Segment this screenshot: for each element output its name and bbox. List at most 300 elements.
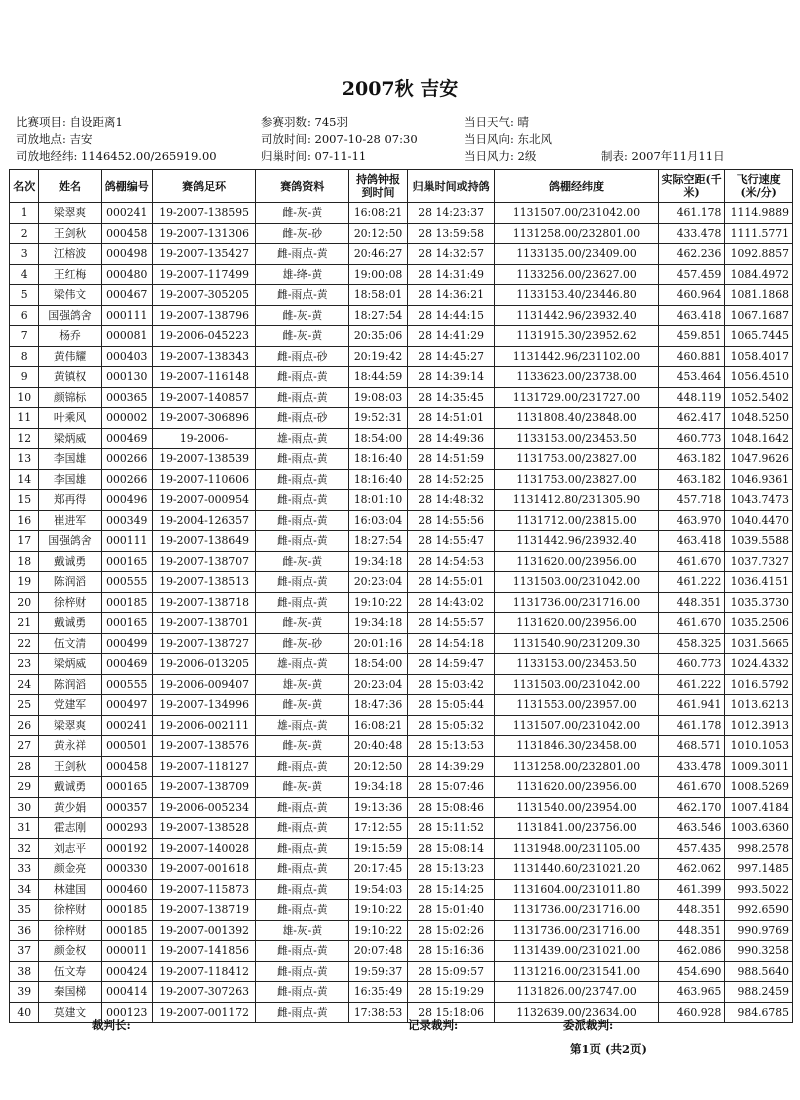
cell-speed: 1058.4017 — [725, 346, 793, 367]
cell-loft-coords: 1131540.00/23954.00 — [495, 797, 659, 818]
cell-clock-time: 20:01:16 — [349, 633, 408, 654]
table-row — [10, 510, 793, 531]
cell-clock-time: 20:23:04 — [349, 572, 408, 593]
cell-loft-coords: 1131507.00/231042.00 — [495, 203, 659, 224]
cell-loft-coords: 1131540.90/231209.30 — [495, 633, 659, 654]
cell-name: 王红梅 — [39, 264, 101, 285]
cell-bird-info: 雄-绛-黄 — [256, 264, 349, 285]
cell-clock-time: 17:12:55 — [349, 818, 408, 839]
cell-bird-info: 雌-雨点-黄 — [256, 490, 349, 511]
cell-speed: 1067.1687 — [725, 305, 793, 326]
cell-clock-time: 16:08:21 — [349, 203, 408, 224]
cell-name: 徐梓财 — [39, 900, 101, 921]
cell-distance: 461.222 — [658, 572, 725, 593]
cell-loft-coords: 1131826.00/23747.00 — [495, 982, 659, 1003]
cell-return-time: 28 14:55:47 — [408, 531, 495, 552]
cell-speed: 1008.5269 — [725, 777, 793, 798]
cell-bird-info: 雌-雨点-黄 — [256, 387, 349, 408]
table-row — [10, 367, 793, 388]
cell-loft-no: 000165 — [101, 613, 152, 634]
cell-rank: 29 — [10, 777, 39, 798]
cell-distance: 433.478 — [658, 756, 725, 777]
cell-return-time: 28 14:55:01 — [408, 572, 495, 593]
cell-loft-no: 000241 — [101, 203, 152, 224]
cell-loft-no: 000266 — [101, 469, 152, 490]
cell-ring: 19-2007-138701 — [152, 613, 256, 634]
info-line-3 — [16, 148, 796, 164]
info-line-2 — [16, 131, 796, 147]
cell-ring: 19-2007-138709 — [152, 777, 256, 798]
header-return-time: 归巢时间或持鸽 — [408, 170, 495, 203]
cell-loft-coords: 1131503.00/231042.00 — [495, 674, 659, 695]
cell-return-time: 28 14:55:57 — [408, 613, 495, 634]
cell-return-time: 28 14:52:25 — [408, 469, 495, 490]
table-row — [10, 469, 793, 490]
cell-speed: 1009.3011 — [725, 756, 793, 777]
table-row — [10, 408, 793, 429]
prepared-date: 制表: 2007年11月11日 — [601, 149, 725, 163]
cell-bird-info: 雄-雨点-黄 — [256, 654, 349, 675]
cell-speed: 997.1485 — [725, 859, 793, 880]
table-row — [10, 797, 793, 818]
cell-bird-info: 雌-灰-黄 — [256, 203, 349, 224]
cell-clock-time: 18:58:01 — [349, 285, 408, 306]
cell-loft-coords: 1131412.80/231305.90 — [495, 490, 659, 511]
cell-return-time: 28 15:02:26 — [408, 920, 495, 941]
cell-return-time: 28 14:36:21 — [408, 285, 495, 306]
cell-clock-time: 20:19:42 — [349, 346, 408, 367]
cell-rank: 33 — [10, 859, 39, 880]
cell-bird-info: 雌-雨点-黄 — [256, 572, 349, 593]
cell-bird-info: 雌-雨点-黄 — [256, 367, 349, 388]
cell-ring: 19-2007-118127 — [152, 756, 256, 777]
cell-loft-coords: 1131442.96/23932.40 — [495, 531, 659, 552]
cell-return-time: 28 14:51:01 — [408, 408, 495, 429]
cell-ring: 19-2006-013205 — [152, 654, 256, 675]
cell-rank: 16 — [10, 510, 39, 531]
cell-speed: 1048.5250 — [725, 408, 793, 429]
cell-name: 江榕波 — [39, 244, 101, 265]
cell-rank: 22 — [10, 633, 39, 654]
table-row — [10, 305, 793, 326]
cell-distance: 463.418 — [658, 531, 725, 552]
table-row — [10, 633, 793, 654]
cell-bird-info: 雌-雨点-黄 — [256, 449, 349, 470]
cell-rank: 25 — [10, 695, 39, 716]
cell-loft-no: 000365 — [101, 387, 152, 408]
cell-loft-no: 000293 — [101, 818, 152, 839]
cell-ring: 19-2007-138528 — [152, 818, 256, 839]
table-row — [10, 613, 793, 634]
cell-bird-info: 雌-雨点-黄 — [256, 756, 349, 777]
cell-distance: 462.236 — [658, 244, 725, 265]
cell-rank: 8 — [10, 346, 39, 367]
cell-loft-no: 000123 — [101, 1002, 152, 1023]
cell-bird-info: 雌-雨点-黄 — [256, 797, 349, 818]
cell-ring: 19-2007-117499 — [152, 264, 256, 285]
cell-clock-time: 20:07:48 — [349, 941, 408, 962]
cell-speed: 988.5640 — [725, 961, 793, 982]
cell-rank: 30 — [10, 797, 39, 818]
header-distance: 实际空距(千米) — [658, 170, 725, 203]
cell-clock-time: 19:00:08 — [349, 264, 408, 285]
cell-loft-coords: 1131736.00/231716.00 — [495, 592, 659, 613]
cell-distance: 462.086 — [658, 941, 725, 962]
cell-bird-info: 雌-灰-黄 — [256, 736, 349, 757]
wind-direction: 当日风向: 东北风 — [464, 132, 553, 146]
cell-return-time: 28 15:07:46 — [408, 777, 495, 798]
cell-speed: 1039.5588 — [725, 531, 793, 552]
table-row — [10, 572, 793, 593]
table-row — [10, 756, 793, 777]
cell-loft-coords: 1133623.00/23738.00 — [495, 367, 659, 388]
cell-ring: 19-2007-141856 — [152, 941, 256, 962]
weather: 当日天气: 晴 — [464, 115, 530, 129]
cell-loft-coords: 1131620.00/23956.00 — [495, 613, 659, 634]
cell-ring: 19-2007-305205 — [152, 285, 256, 306]
cell-distance: 463.546 — [658, 818, 725, 839]
cell-clock-time: 20:40:48 — [349, 736, 408, 757]
cell-distance: 461.670 — [658, 777, 725, 798]
cell-bird-info: 雌-雨点-黄 — [256, 244, 349, 265]
cell-name: 徐梓财 — [39, 920, 101, 941]
cell-return-time: 28 14:35:45 — [408, 387, 495, 408]
cell-ring: 19-2006-005234 — [152, 797, 256, 818]
cell-distance: 463.418 — [658, 305, 725, 326]
cell-loft-coords: 1131753.00/23827.00 — [495, 449, 659, 470]
cell-speed: 993.5022 — [725, 879, 793, 900]
cell-clock-time: 16:35:49 — [349, 982, 408, 1003]
table-row — [10, 346, 793, 367]
cell-loft-coords: 1131736.00/231716.00 — [495, 900, 659, 921]
cell-distance: 461.941 — [658, 695, 725, 716]
cell-name: 颜金亮 — [39, 859, 101, 880]
cell-bird-info: 雌-雨点-黄 — [256, 285, 349, 306]
cell-loft-no: 000414 — [101, 982, 152, 1003]
cell-clock-time: 19:10:22 — [349, 920, 408, 941]
cell-rank: 12 — [10, 428, 39, 449]
cell-return-time: 28 15:13:23 — [408, 859, 495, 880]
cell-return-time: 28 15:05:44 — [408, 695, 495, 716]
cell-loft-coords: 1131439.00/231021.00 — [495, 941, 659, 962]
cell-name: 黄伟耀 — [39, 346, 101, 367]
cell-rank: 17 — [10, 531, 39, 552]
cell-bird-info: 雄-灰-黄 — [256, 920, 349, 941]
cell-clock-time: 18:54:00 — [349, 654, 408, 675]
entry-count: 参赛羽数: 745羽 — [261, 115, 348, 129]
cell-bird-info: 雌-雨点-黄 — [256, 982, 349, 1003]
cell-loft-no: 000192 — [101, 838, 152, 859]
cell-name: 伍文清 — [39, 633, 101, 654]
cell-loft-no: 000185 — [101, 920, 152, 941]
cell-return-time: 28 14:31:49 — [408, 264, 495, 285]
cell-bird-info: 雌-灰-黄 — [256, 326, 349, 347]
cell-return-time: 28 15:05:32 — [408, 715, 495, 736]
cell-bird-info: 雌-灰-黄 — [256, 305, 349, 326]
cell-clock-time: 18:27:54 — [349, 531, 408, 552]
cell-ring: 19-2007-000954 — [152, 490, 256, 511]
recorder-label: 记录裁判: — [408, 1018, 459, 1032]
page-title: 2007秋 吉安 — [341, 78, 459, 100]
cell-name: 梁伟文 — [39, 285, 101, 306]
cell-speed: 1084.4972 — [725, 264, 793, 285]
cell-clock-time: 20:46:27 — [349, 244, 408, 265]
cell-rank: 39 — [10, 982, 39, 1003]
cell-speed: 1003.6360 — [725, 818, 793, 839]
cell-speed: 990.9769 — [725, 920, 793, 941]
cell-bird-info: 雌-雨点-黄 — [256, 879, 349, 900]
cell-ring: 19-2006-045223 — [152, 326, 256, 347]
cell-name: 叶乘风 — [39, 408, 101, 429]
cell-loft-coords: 1131258.00/232801.00 — [495, 223, 659, 244]
cell-ring: 19-2004-126357 — [152, 510, 256, 531]
cell-loft-coords: 1133153.40/23446.80 — [495, 285, 659, 306]
cell-speed: 1047.9626 — [725, 449, 793, 470]
cell-loft-coords: 1131620.00/23956.00 — [495, 777, 659, 798]
cell-clock-time: 19:15:59 — [349, 838, 408, 859]
cell-name: 颜金权 — [39, 941, 101, 962]
cell-rank: 37 — [10, 941, 39, 962]
cell-bird-info: 雌-灰-黄 — [256, 695, 349, 716]
cell-speed: 1111.5771 — [725, 223, 793, 244]
cell-speed: 990.3258 — [725, 941, 793, 962]
cell-name: 党建军 — [39, 695, 101, 716]
table-row — [10, 859, 793, 880]
cell-name: 伍文寿 — [39, 961, 101, 982]
cell-bird-info: 雌-雨点-黄 — [256, 838, 349, 859]
cell-speed: 1031.5665 — [725, 633, 793, 654]
cell-loft-coords: 1131604.00/231011.80 — [495, 879, 659, 900]
cell-rank: 14 — [10, 469, 39, 490]
cell-loft-coords: 1131442.96/23932.40 — [495, 305, 659, 326]
cell-rank: 13 — [10, 449, 39, 470]
cell-rank: 36 — [10, 920, 39, 941]
cell-name: 戴诚勇 — [39, 777, 101, 798]
cell-loft-coords: 1131915.30/23952.62 — [495, 326, 659, 347]
cell-name: 梁翠爽 — [39, 715, 101, 736]
cell-speed: 1024.4332 — [725, 654, 793, 675]
cell-bird-info: 雌-雨点-黄 — [256, 1002, 349, 1023]
cell-loft-no: 000165 — [101, 551, 152, 572]
cell-ring: 19-2006-009407 — [152, 674, 256, 695]
cell-bird-info: 雌-雨点-砂 — [256, 408, 349, 429]
cell-name: 霍志刚 — [39, 818, 101, 839]
header-loft-coords: 鸽棚经纬度 — [495, 170, 659, 203]
cell-ring: 19-2007-138343 — [152, 346, 256, 367]
cell-loft-coords: 1132639.00/23634.00 — [495, 1002, 659, 1023]
cell-clock-time: 20:23:04 — [349, 674, 408, 695]
release-place: 司放地点: 吉安 — [16, 132, 93, 146]
cell-distance: 462.170 — [658, 797, 725, 818]
cell-ring: 19-2007-138649 — [152, 531, 256, 552]
cell-bird-info: 雌-灰-砂 — [256, 223, 349, 244]
cell-rank: 15 — [10, 490, 39, 511]
header-rank: 名次 — [10, 170, 39, 203]
cell-clock-time: 19:10:22 — [349, 900, 408, 921]
cell-loft-coords: 1133256.00/23627.00 — [495, 264, 659, 285]
cell-loft-coords: 1131846.30/23458.00 — [495, 736, 659, 757]
table-row — [10, 326, 793, 347]
cell-ring: 19-2007-134996 — [152, 695, 256, 716]
results-table — [9, 169, 793, 1023]
cell-clock-time: 19:08:03 — [349, 387, 408, 408]
table-row — [10, 818, 793, 839]
cell-loft-no: 000469 — [101, 654, 152, 675]
table-row — [10, 264, 793, 285]
cell-distance: 457.718 — [658, 490, 725, 511]
table-row — [10, 838, 793, 859]
cell-return-time: 28 15:08:46 — [408, 797, 495, 818]
cell-return-time: 28 14:39:29 — [408, 756, 495, 777]
cell-loft-no: 000111 — [101, 531, 152, 552]
cell-name: 王剑秋 — [39, 223, 101, 244]
cell-loft-coords: 1131216.00/231541.00 — [495, 961, 659, 982]
cell-rank: 2 — [10, 223, 39, 244]
cell-speed: 1016.5792 — [725, 674, 793, 695]
cell-distance: 461.178 — [658, 203, 725, 224]
return-time: 归巢时间: 07-11-11 — [261, 149, 367, 163]
cell-return-time: 28 14:48:32 — [408, 490, 495, 511]
cell-ring: 19-2007-116148 — [152, 367, 256, 388]
cell-loft-no: 000349 — [101, 510, 152, 531]
cell-ring: 19-2007-138595 — [152, 203, 256, 224]
header-bird-info: 赛鸽资料 — [256, 170, 349, 203]
cell-rank: 9 — [10, 367, 39, 388]
cell-loft-no: 000002 — [101, 408, 152, 429]
cell-speed: 1092.8857 — [725, 244, 793, 265]
cell-speed: 1035.3730 — [725, 592, 793, 613]
cell-bird-info: 雌-雨点-黄 — [256, 818, 349, 839]
cell-return-time: 28 15:09:57 — [408, 961, 495, 982]
cell-distance: 461.670 — [658, 613, 725, 634]
cell-clock-time: 19:34:18 — [349, 777, 408, 798]
table-row — [10, 285, 793, 306]
cell-name: 莫建文 — [39, 1002, 101, 1023]
cell-rank: 4 — [10, 264, 39, 285]
cell-ring: 19-2007-138707 — [152, 551, 256, 572]
cell-clock-time: 19:59:37 — [349, 961, 408, 982]
cell-return-time: 28 15:18:06 — [408, 1002, 495, 1023]
cell-ring: 19-2007-138718 — [152, 592, 256, 613]
cell-loft-coords: 1131258.00/232801.00 — [495, 756, 659, 777]
cell-ring: 19-2007-138539 — [152, 449, 256, 470]
cell-ring: 19-2007-001618 — [152, 859, 256, 880]
cell-distance: 453.464 — [658, 367, 725, 388]
cell-rank: 24 — [10, 674, 39, 695]
cell-bird-info: 雌-雨点-砂 — [256, 346, 349, 367]
info-line-1 — [16, 114, 796, 130]
cell-distance: 458.325 — [658, 633, 725, 654]
cell-name: 黄少娟 — [39, 797, 101, 818]
cell-return-time: 28 14:44:15 — [408, 305, 495, 326]
cell-ring: 19-2007-140857 — [152, 387, 256, 408]
cell-loft-no: 000469 — [101, 428, 152, 449]
referee-chief-label: 裁判长: — [92, 1018, 131, 1032]
header-name: 姓名 — [39, 170, 101, 203]
cell-return-time: 28 15:08:14 — [408, 838, 495, 859]
cell-name: 黄永祥 — [39, 736, 101, 757]
cell-return-time: 28 14:39:14 — [408, 367, 495, 388]
cell-name: 陈润滔 — [39, 572, 101, 593]
cell-loft-no: 000460 — [101, 879, 152, 900]
cell-loft-coords: 1133135.00/23409.00 — [495, 244, 659, 265]
cell-name: 梁炳威 — [39, 654, 101, 675]
cell-rank: 20 — [10, 592, 39, 613]
cell-rank: 1 — [10, 203, 39, 224]
cell-name: 陈润滔 — [39, 674, 101, 695]
cell-ring: 19-2007-140028 — [152, 838, 256, 859]
cell-loft-no: 000458 — [101, 223, 152, 244]
cell-distance: 463.965 — [658, 982, 725, 1003]
table-row — [10, 982, 793, 1003]
cell-name: 戴诚勇 — [39, 551, 101, 572]
cell-ring: 19-2007-001392 — [152, 920, 256, 941]
cell-speed: 1081.1868 — [725, 285, 793, 306]
cell-rank: 3 — [10, 244, 39, 265]
cell-rank: 34 — [10, 879, 39, 900]
cell-name: 崔进军 — [39, 510, 101, 531]
cell-name: 国强鸽舍 — [39, 305, 101, 326]
cell-ring: 19-2007-001172 — [152, 1002, 256, 1023]
cell-return-time: 28 14:54:18 — [408, 633, 495, 654]
cell-rank: 32 — [10, 838, 39, 859]
cell-distance: 460.928 — [658, 1002, 725, 1023]
table-row — [10, 490, 793, 511]
cell-rank: 7 — [10, 326, 39, 347]
cell-clock-time: 20:12:50 — [349, 756, 408, 777]
cell-loft-no: 000111 — [101, 305, 152, 326]
cell-clock-time: 18:54:00 — [349, 428, 408, 449]
cell-speed: 1043.7473 — [725, 490, 793, 511]
cell-return-time: 28 15:03:42 — [408, 674, 495, 695]
cell-rank: 35 — [10, 900, 39, 921]
cell-loft-no: 000011 — [101, 941, 152, 962]
cell-loft-coords: 1131736.00/231716.00 — [495, 920, 659, 941]
cell-ring: 19-2006- — [152, 428, 256, 449]
cell-loft-no: 000496 — [101, 490, 152, 511]
cell-bird-info: 雌-雨点-黄 — [256, 469, 349, 490]
cell-rank: 11 — [10, 408, 39, 429]
cell-rank: 18 — [10, 551, 39, 572]
release-coords: 司放地经纬: 1146452.00/265919.00 — [16, 149, 217, 163]
cell-bird-info: 雌-灰-黄 — [256, 777, 349, 798]
cell-loft-no: 000403 — [101, 346, 152, 367]
cell-distance: 463.970 — [658, 510, 725, 531]
cell-rank: 6 — [10, 305, 39, 326]
table-body — [10, 203, 793, 1023]
cell-bird-info: 雌-灰-黄 — [256, 613, 349, 634]
cell-loft-coords: 1133153.00/23453.50 — [495, 428, 659, 449]
table-header-row — [10, 170, 793, 203]
cell-name: 秦国梯 — [39, 982, 101, 1003]
cell-distance: 460.773 — [658, 654, 725, 675]
cell-speed: 984.6785 — [725, 1002, 793, 1023]
table-row — [10, 736, 793, 757]
cell-speed: 992.6590 — [725, 900, 793, 921]
cell-distance: 462.417 — [658, 408, 725, 429]
table-row — [10, 223, 793, 244]
cell-speed: 1114.9889 — [725, 203, 793, 224]
cell-return-time: 28 14:55:56 — [408, 510, 495, 531]
cell-clock-time: 20:35:06 — [349, 326, 408, 347]
cell-loft-no: 000424 — [101, 961, 152, 982]
cell-loft-no: 000499 — [101, 633, 152, 654]
cell-distance: 460.773 — [658, 428, 725, 449]
cell-rank: 10 — [10, 387, 39, 408]
cell-speed: 1035.2506 — [725, 613, 793, 634]
cell-rank: 38 — [10, 961, 39, 982]
table-row — [10, 592, 793, 613]
